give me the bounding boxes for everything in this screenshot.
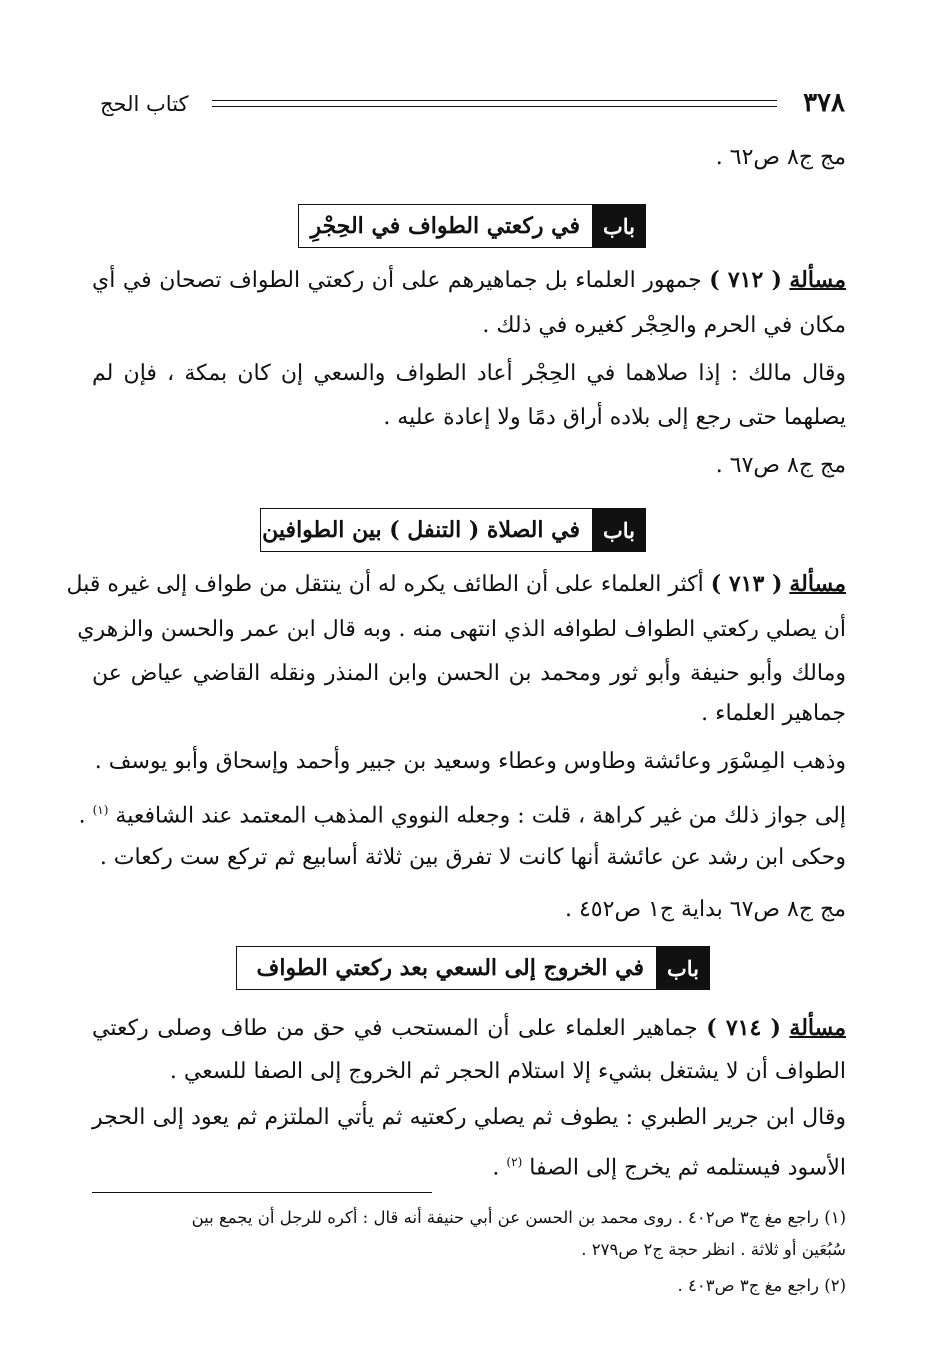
text-line: وقال مالك : إذا صلاهما في الحِجْر أعاد الطواف والسعي إن كان بمكة ، فإن لم xyxy=(92,361,846,386)
text-span: جمهور العلماء بل جماهيرهم على أن ركعتي الطواف تصحان في أي xyxy=(92,268,702,293)
bab-tag: باب xyxy=(656,947,710,989)
text-line: وحكى ابن رشد عن عائشة أنها كانت لا تفرق بين ثلاثة أسابيع ثم تركع ست ركعات . xyxy=(99,845,846,870)
header-rule xyxy=(212,100,777,107)
masala-label: مسألة xyxy=(789,571,846,597)
footnote-line: سُبُعَين أو ثلاثة . انظر حجة ج٢ ص٢٧٩ . xyxy=(581,1240,846,1259)
footnote-marker: (٢) xyxy=(506,1155,523,1169)
reference-line: مج ج٨ ص٦٧ . xyxy=(715,453,846,478)
text-line: يصلهما حتى رجع إلى بلاده أراق دمًا ولا إعادة عليه . xyxy=(383,405,846,430)
text-span: إلى جواز ذلك من غير كراهة ، قلت : وجعله النووي المذهب المعتمد عند الشافعية xyxy=(115,803,846,829)
text-line: ومالك وأبو حنيفة وأبو ثور ومحمد بن الحسن وابن المنذر ونقله القاضي عياض عن xyxy=(92,661,846,686)
reference-line: مج ج٨ ص٦٧ بداية ج١ ص٤٥٢ . xyxy=(564,897,846,922)
masala-number: ( ٧١٢ ) xyxy=(709,267,782,293)
book-title: كتاب الحج xyxy=(100,92,189,116)
text-line: وقال ابن جرير الطبري : يطوف ثم يصلي ركعتيه ثم يأتي الملتزم ثم يعود إلى الحجر xyxy=(92,1105,846,1130)
section-title: في الخروج إلى السعي بعد ركعتي الطواف xyxy=(256,955,644,981)
footnote-separator xyxy=(92,1192,432,1193)
page-number: ٣٧٨ xyxy=(803,88,845,118)
section-title: في الصلاة ( التنفل ) بين الطوافين xyxy=(262,517,580,543)
footnote-line: (١) راجع مغ ج٣ ص٤٠٢ . روى محمد بن الحسن عن أبي حنيفة أنه قال : أكره للرجل أن يجمع بين xyxy=(191,1208,846,1227)
period-mark: . xyxy=(78,803,86,829)
text-line xyxy=(92,1144,846,1186)
section-title: في ركعتي الطواف في الحِجْرِ xyxy=(310,213,580,239)
section-heading-box xyxy=(298,204,646,248)
section-heading-box xyxy=(260,508,646,552)
bab-tag: باب xyxy=(592,509,646,551)
text-line: مكان في الحرم والحِجْر كغيره في ذلك . xyxy=(482,313,846,338)
masala-line xyxy=(66,566,846,603)
text-span: جماهير العلماء على أن المستحب في حق من طاف وصلى ركعتي xyxy=(92,1016,698,1041)
text-line: الطواف أن لا يشتغل بشيء إلا استلام الحجر ثم الخروج إلى الصفا للسعي . xyxy=(169,1059,846,1084)
bab-tag: باب xyxy=(592,205,646,247)
section-heading-box xyxy=(236,946,710,990)
masala-label: مسألة xyxy=(789,267,847,293)
text-line: جماهير العلماء . xyxy=(701,701,846,726)
masala-number: ( ٧١٤ ) xyxy=(706,1015,781,1041)
text-line: وذهب المِسْوَر وعائشة وطاوس وعطاء وسعيد بن جبير وأحمد وإسحاق وأبو يوسف . xyxy=(94,749,846,774)
text-line xyxy=(78,792,846,834)
text-line: أن يصلي ركعتي الطواف لطوافه الذي انتهى منه . وبه قال ابن عمر والحسن والزهري xyxy=(77,617,846,642)
footnote-line: (٢) راجع مغ ج٣ ص٤٠٣ . xyxy=(677,1276,846,1295)
page-header xyxy=(100,88,845,128)
reference-line: مج ج٨ ص٦٢ . xyxy=(715,145,846,170)
text-span: أكثر العلماء على أن الطائف يكره له أن ينتقل من طواف إلى غيره قبل xyxy=(66,572,704,597)
footnote-marker: (١) xyxy=(92,803,109,817)
masala-line xyxy=(92,1010,846,1047)
masala-label: مسألة xyxy=(789,1015,847,1041)
masala-number: ( ٧١٣ ) xyxy=(710,571,783,597)
text-span: الأسود فيستلمه ثم يخرج إلى الصفا xyxy=(529,1155,846,1181)
masala-line xyxy=(92,262,846,299)
period-mark: . xyxy=(492,1155,500,1181)
